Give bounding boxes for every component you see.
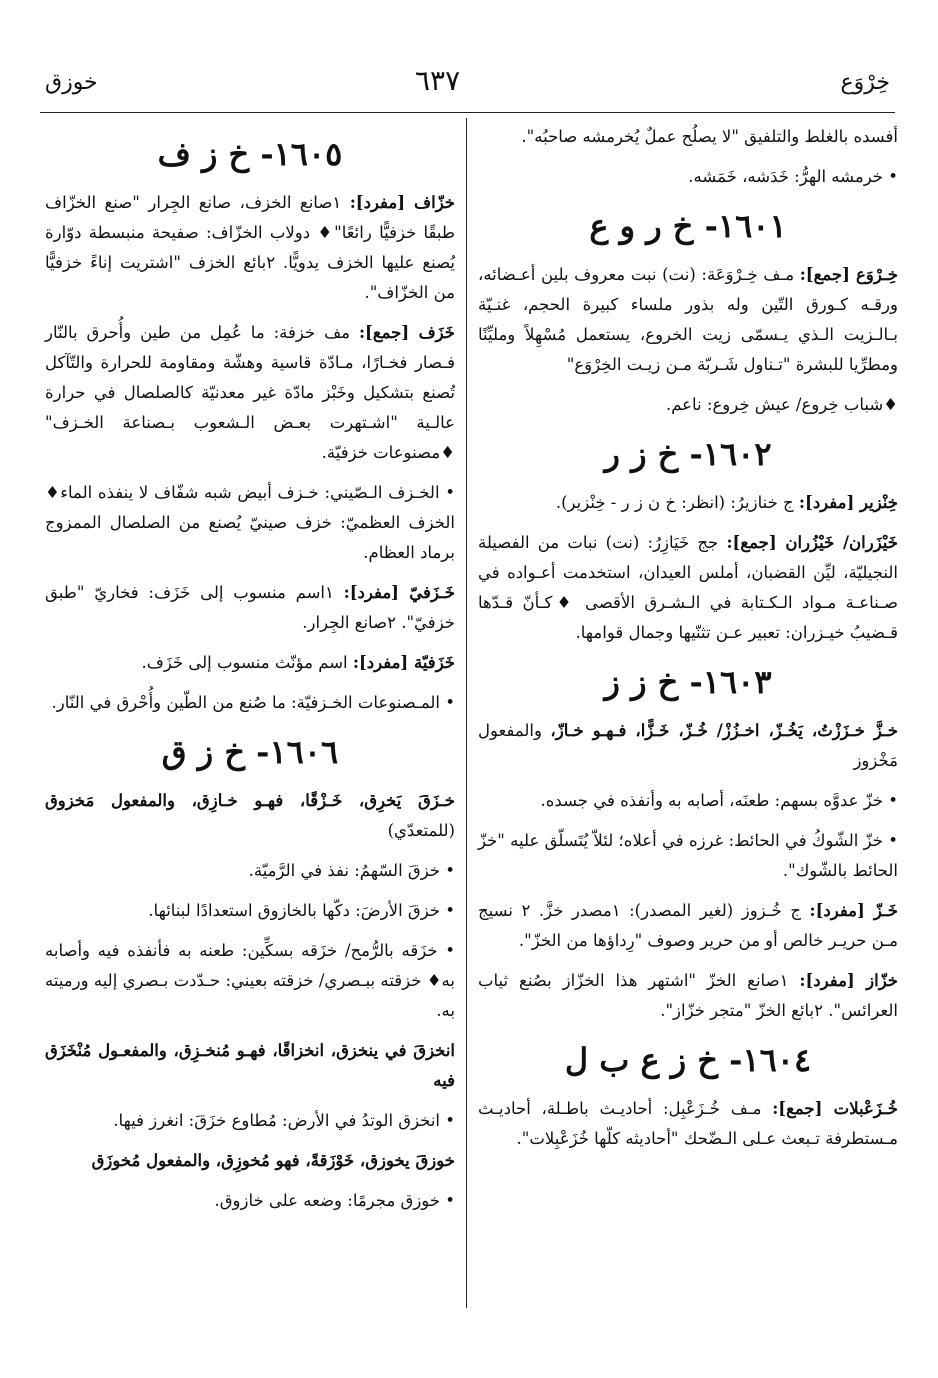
entry-headword: خَـزَفيّ [مفرد]: — [343, 583, 455, 602]
entry-text: (للمتعدّي) — [387, 821, 455, 840]
entry-text: • انخزق الوتدُ في الأرض: مُطاوع خزَقَ: انغرز فيها. — [113, 1111, 455, 1130]
entry-text: ١صانع الخزف، صانع الجِرار "صنع الخزّاف طبقًا خزفيًّا رائعًا"♦ دولاب الخزّاف: صفيحة منبسطة دوّارة يُصنع عليها الخزف يدويًّا. ٢بائع الخزف "اشتريت إناءً خزفيًّا من الخزّاف". — [45, 193, 455, 302]
entry-paragraph — [478, 786, 898, 816]
entry-paragraph — [478, 966, 898, 1026]
running-head-left: خوزق — [45, 70, 98, 95]
entry-text: ١صانع الخزّ "اشتهر هذا الخزّاز بصُنع ثياب العرائس". ٢بائع الخزّ "متجر خزّاز". — [478, 971, 898, 1020]
entry-text: والمفعول مَخْزوز — [478, 721, 898, 770]
entry-headword: خَزَفيّة [مفرد]: — [352, 653, 455, 672]
entry-text: ♦شباب خِروع/ عيش خِروع: ناعم. — [665, 395, 898, 414]
entry-text: • خزقَ الأرضَ: دكّها بالخازوق استعدادًا لبنائها. — [148, 901, 455, 920]
entry-paragraph — [45, 896, 455, 926]
entry-paragraph — [478, 390, 898, 420]
entry-headword: خزّاز [مفرد]: — [799, 971, 898, 990]
entry-paragraph — [45, 578, 455, 638]
entry-paragraph — [45, 1146, 455, 1176]
entry-headword: خـزَقَ يَخرِق، خَـزْقًا، فهـو خـازِق، والمفعول مَخزوق — [45, 791, 455, 810]
entry-text: ج خنازيرُ: (انظر: خ ن ز ر - خِنْزير). — [555, 493, 799, 512]
entry-paragraph — [45, 1186, 455, 1216]
entry-paragraph — [45, 1106, 455, 1136]
entry-paragraph — [45, 786, 455, 846]
entry-text: مـف خُـزَعْبِل: أحاديـث باطـلة، أحاديـث مـستطرفة تـبعث عـلى الـضّحك "أحاديثه كلّها خُزَعْبِلات". — [478, 1099, 898, 1148]
entry-paragraph — [45, 1036, 455, 1096]
entry-paragraph — [45, 318, 455, 468]
entry-text: اسم مؤنّث منسوب إلى خَزَف. — [141, 653, 353, 672]
entry-paragraph — [478, 896, 898, 956]
entry-paragraph — [45, 688, 455, 718]
entry-headword: خُـزَعْبلات [جمع]: — [772, 1099, 898, 1118]
column-divider — [466, 118, 467, 1308]
entry-headword: خزّاف [مفرد]: — [349, 193, 455, 212]
entry-paragraph — [478, 260, 898, 380]
entry-text: ١اسم منسوب إلى خَزَف: فخاريّ "طبق خزفيّ". ٢صانع الجِرار. — [45, 583, 455, 632]
entry-headword: خـزَّ خـزَزْتُ، يَخُـزّ، اخـزُزْ/ خُـزّ، خَـزًّا، فـهـو خـازّ، — [550, 721, 898, 740]
entry-text: مـف خِـرْوَعَة: (نت) نبت معروف بلين أعـضائه، ورقـه كـورق التّين وله بذور ملساء كبيرة الحجم، غنـيّة بـالـزيت الـذي يـسمّى زيت الخروع، يستعمل مُسْهِلاً ومليِّنًا ومطرِّيا للبشرة "تـناول شَـربّة مـن زيـت الخِرْوَع" — [478, 265, 898, 374]
left-column — [45, 122, 455, 1226]
entry-paragraph — [478, 826, 898, 886]
entry-text: • المـصنوعات الخـزفيّة: ما صُنع من الطّين وأُحْرق في النّار. — [51, 693, 455, 712]
entry-text: • خزّ الشّوكُ في الحائط: غرزه في أعلاه؛ لئلاّ يُتَسلّق عليه "خزّ الحائط بالشّوك". — [478, 831, 898, 880]
entry-text: • خزّ عدوَّه بسهم: طعنَه، أصابه به وأنفذه في جسده. — [540, 791, 898, 810]
entry-paragraph — [478, 716, 898, 776]
entry-headword: خوزقَ يخوزق، خَوْزَقةً، فهو مُخوزِق، والمفعول مُخوزَق — [91, 1151, 455, 1170]
entry-paragraph — [45, 188, 455, 308]
entry-headword: خَيْزَران/ خَيْزُران [جمع]: — [726, 533, 898, 552]
running-head-right: خِرْوَع — [840, 70, 890, 95]
root-heading: ١٦٠١- خ ر و ع — [589, 207, 787, 245]
entry-text: ج خُـزوز (لغير المصدر): ١مصدر خزَّ. ٢ نسيج مـن حريـر خالص أو من حرير وصوف "رِداؤها من الخزّ". — [478, 901, 898, 950]
entry-paragraph — [478, 162, 898, 192]
root-heading: ١٦٠٢- خ ز ر — [604, 435, 772, 473]
entry-paragraph — [478, 488, 898, 518]
right-column — [478, 122, 898, 1164]
entry-text: • خزَقه بالرُّمح/ خزَقه بسكِّين: طعنه به فأنفذه فيه وأصابه به♦ خزقته ببـصري/ خزقته بعيني: حـدّدت بـصري إليه ورميته به. — [45, 941, 455, 1020]
entry-paragraph — [45, 936, 455, 1026]
entry-text: • خزقَ السّهمُ: نفذ في الرَّميّة. — [248, 861, 455, 880]
entry-paragraph — [45, 478, 455, 568]
page-header — [45, 62, 890, 102]
entry-paragraph — [478, 1094, 898, 1154]
root-heading: ١٦٠٣- خ ز ز — [604, 663, 772, 701]
entry-text: • خوزق مجرمًا: وضعه على خازوق. — [214, 1191, 455, 1210]
entry-paragraph — [478, 122, 898, 152]
root-heading: ١٦٠٤- خ ز ع ب ل — [564, 1041, 812, 1079]
entry-text: • الخـزف الـصّيني: خـزف أبيض شبه شفّاف لا ينفذه الماء♦ الخزف العظميّ: خزف صينيّ يُصنع من الصلصال الممزوج برماد العظام. — [45, 483, 455, 562]
entry-paragraph — [45, 648, 455, 678]
root-heading: ١٦٠٥- خ ز ف — [157, 135, 343, 173]
entry-text: جج خَيَازِرُ: (نت) نبات من الفصيلة النجيليّة، ليِّن القضبان، أملس العيدان، استخدمت أعـواده في صـناعـة مـواد الـكـتابة في الـشـرق الأقصى ♦كـأنّ قـدّها قـضيبُ خيـزران: تعبير عـن تثنّيها وجمال قوامها. — [478, 533, 898, 642]
header-rule — [40, 112, 895, 113]
entry-text: مف خزفة: ما عُمِل من طين وأُحرق بالنّار فـصار فخـارًا، مـادّة قاسية وهشّة ومقاومة للحرارة والتّآكل تُصنع بتشكيل وخَبْز مادّة غير معدنيّة كالصلصال في حرارة عالـية "اشـتهرت بعـض الـشعوب بـصناعة الخـزف" ♦مصنوعات خزفيّة. — [45, 323, 455, 462]
root-heading: ١٦٠٦- خ ز ق — [161, 733, 339, 771]
entry-headword: انخزقَ في ينخزق، انخزاقًا، فهـو مُنخـزِق، والمفعـول مُنْخَزَق فيه — [45, 1041, 455, 1090]
page-number: ٦٣٧ — [415, 64, 461, 97]
entry-headword: خَزَف [جمع]: — [358, 323, 455, 342]
entry-headword: خَـزّ [مفرد]: — [809, 901, 898, 920]
entry-paragraph — [45, 856, 455, 886]
entry-text: أفسده بالغلط والتلفيق "لا يصلُح عملٌ يُخرمشه صاحبُه". — [521, 127, 898, 146]
entry-headword: خِـرْوَع [جمع]: — [799, 265, 898, 284]
entry-headword: خِنْزير [مفرد]: — [798, 493, 898, 512]
entry-paragraph — [478, 528, 898, 648]
entry-text: • خرمشه الهرُّ: خَدَشه، خَمَشه. — [688, 167, 898, 186]
